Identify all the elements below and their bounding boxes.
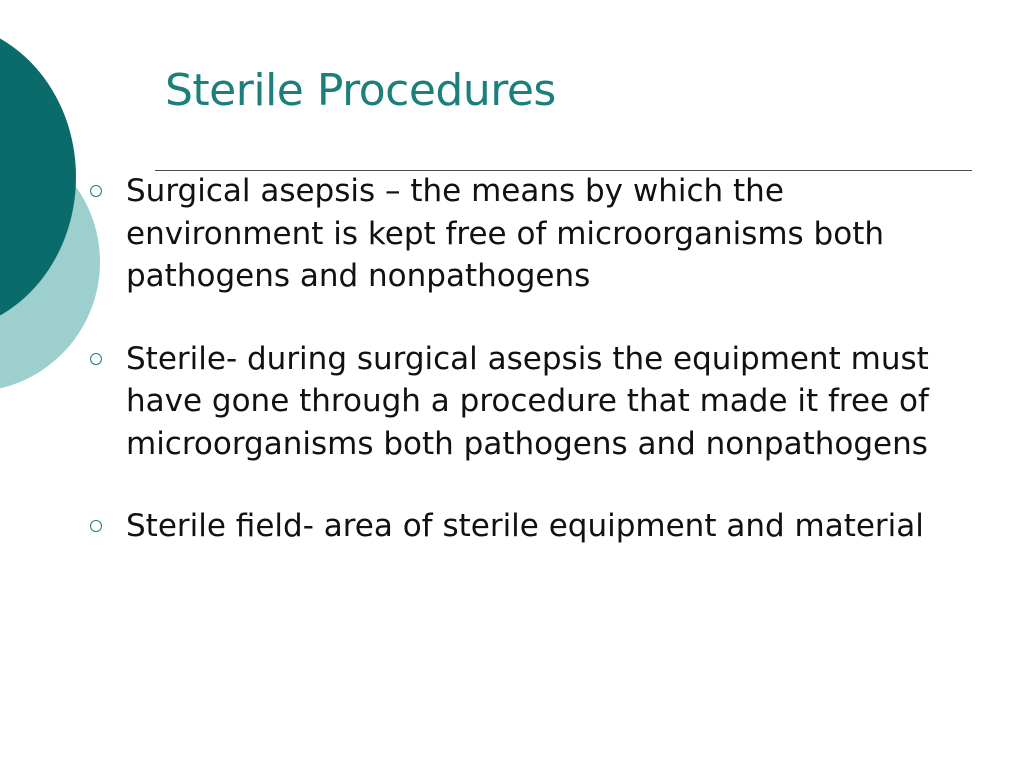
bullet-item bbox=[90, 170, 970, 298]
bullet-item bbox=[90, 338, 970, 466]
hollow-circle-bullet-icon bbox=[90, 353, 102, 365]
bullet-text: Surgical asepsis – the means by which the environment is kept free of microorganisms both pathogens and nonpathogens bbox=[126, 173, 885, 294]
slide-title: Sterile Procedures bbox=[165, 65, 556, 116]
hollow-circle-bullet-icon bbox=[90, 185, 102, 197]
hollow-circle-bullet-icon bbox=[90, 520, 102, 532]
bullet-text: Sterile field- area of sterile equipment and material bbox=[126, 508, 924, 544]
bullet-item bbox=[90, 505, 970, 548]
bullet-list bbox=[90, 170, 970, 588]
bullet-text: Sterile- during surgical asepsis the equipment must have gone through a procedure that made it free of microorganisms both pathogens and nonpathogens bbox=[126, 340, 929, 462]
